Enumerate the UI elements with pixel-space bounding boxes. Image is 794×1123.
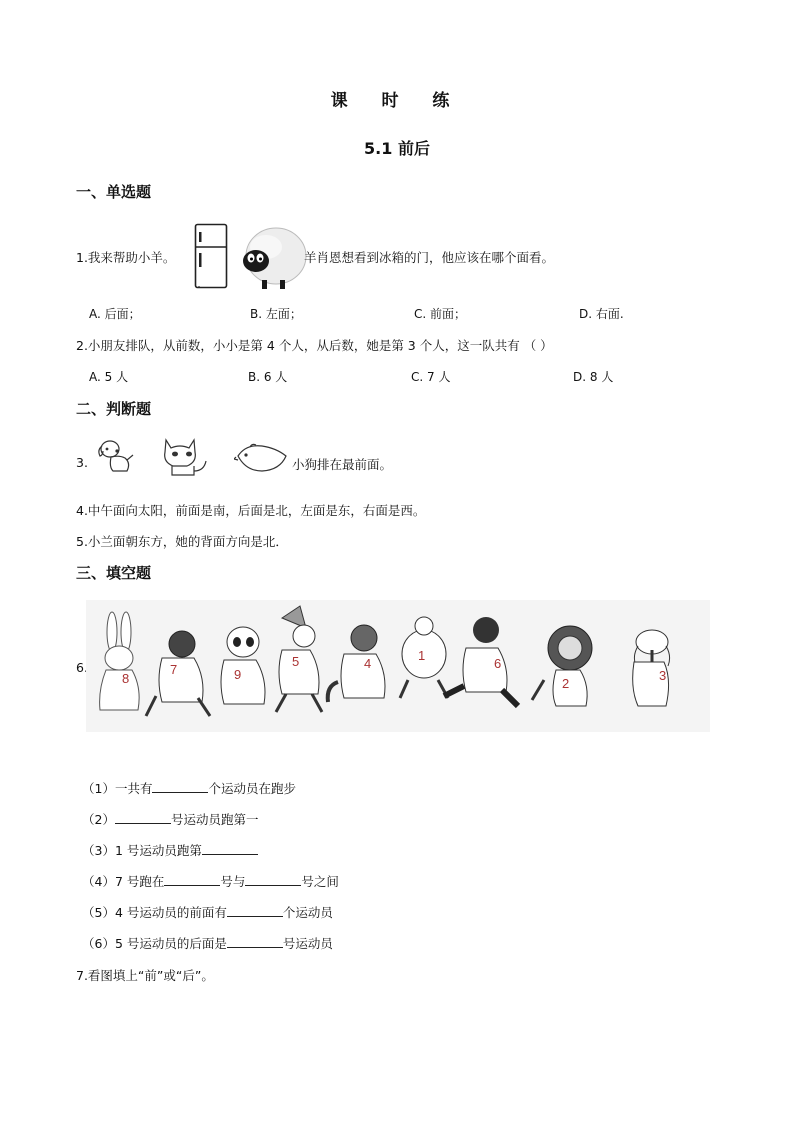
question-3-number: 3. xyxy=(76,455,88,470)
q6-sub-5-text-a: （5）4 号运动员的前面有 xyxy=(82,905,227,920)
q6-sub-6 xyxy=(82,934,333,952)
runner-label-9: 9 xyxy=(234,667,242,682)
section-heading-true-false: 二、判断题 xyxy=(76,400,152,418)
q6-sub-6-text-a: （6）5 号运动员的后面是 xyxy=(82,936,227,951)
page-title: 课 时 练 xyxy=(330,91,464,111)
question-4-text: 4.中午面向太阳，前面是南，后面是北，左面是东，右面是西。 xyxy=(76,503,426,518)
q6-sub-4 xyxy=(82,872,339,890)
q6-sub-2-text-b: 号运动员跑第一 xyxy=(170,812,259,827)
q2-option-c[interactable]: C. 7 人 xyxy=(411,370,451,384)
chick-drawing xyxy=(234,443,290,475)
q1-option-b[interactable]: B. 左面； xyxy=(250,307,302,321)
runner-label-2: 2 xyxy=(562,676,570,691)
runner-6 xyxy=(444,617,518,706)
runners-image xyxy=(86,600,710,732)
runner-label-1: 1 xyxy=(418,648,426,663)
question-3-text: 小狗排在最前面。 xyxy=(292,457,393,472)
runner-5 xyxy=(276,606,322,712)
q6-sub-3-text-a: （3）1 号运动员跑第 xyxy=(82,843,202,858)
runner-label-5: 5 xyxy=(292,654,300,669)
q6-sub-1-text-a: （1）一共有 xyxy=(82,781,153,796)
runner-1 xyxy=(400,617,448,698)
q6-sub-6-blank[interactable] xyxy=(227,935,283,948)
question-6-number: 6. xyxy=(76,660,88,675)
runner-2 xyxy=(532,626,592,706)
q6-sub-4-text-c: 号之间 xyxy=(301,874,339,889)
q2-option-a[interactable]: A. 5 人 xyxy=(89,370,129,384)
runner-label-6: 6 xyxy=(494,656,502,671)
cat-drawing xyxy=(160,436,212,478)
question-1-prefix: 1.我来帮助小羊。 xyxy=(76,250,176,265)
runner-4 xyxy=(328,625,385,702)
q6-sub-4-blank-1[interactable] xyxy=(164,873,220,886)
question-1-text: 羊肖恩想看到冰箱的门，他应该在哪个面看。 xyxy=(304,250,555,265)
q6-sub-1-text-b: 个运动员在跑步 xyxy=(208,781,296,796)
q6-sub-4-text-b: 号与 xyxy=(220,874,246,889)
runner-7 xyxy=(146,631,210,716)
runner-label-3: 3 xyxy=(659,668,667,683)
fridge-image xyxy=(194,223,228,289)
runner-label-8: 8 xyxy=(122,671,130,686)
q6-sub-2-text-a: （2） xyxy=(82,812,115,827)
question-7-text: 7.看图填上“前”或“后”。 xyxy=(76,968,214,983)
runner-label-4: 4 xyxy=(364,656,372,671)
q6-sub-3 xyxy=(82,841,258,859)
q6-sub-2 xyxy=(82,810,258,828)
q2-option-b[interactable]: B. 6 人 xyxy=(248,370,288,384)
q6-sub-1 xyxy=(82,779,296,797)
page-subtitle: 5.1 前后 xyxy=(364,139,430,158)
q1-option-a[interactable]: A. 后面； xyxy=(89,307,141,321)
question-2-text: 2.小朋友排队，从前数，小小是第 4 个人，从后数，她是第 3 个人，这一队共有 （ ） xyxy=(76,338,553,353)
q6-sub-4-text-a: （4）7 号跑在 xyxy=(82,874,165,889)
runner-8 xyxy=(100,612,140,710)
question-5-text: 5.小兰面朝东方，她的背面方向是北． xyxy=(76,534,288,549)
q6-sub-5 xyxy=(82,903,333,921)
section-heading-fill-blank: 三、填空题 xyxy=(76,564,152,582)
runner-9 xyxy=(221,627,265,704)
q6-sub-4-blank-2[interactable] xyxy=(245,873,301,886)
runner-label-7: 7 xyxy=(170,662,178,677)
section-heading-single-choice: 一、单选题 xyxy=(76,183,152,201)
q6-sub-5-blank[interactable] xyxy=(227,904,283,917)
q6-sub-5-text-b: 个运动员 xyxy=(282,905,333,920)
q2-option-d[interactable]: D. 8 人 xyxy=(573,370,614,384)
q1-option-d[interactable]: D. 右面. xyxy=(579,307,624,321)
q6-sub-1-blank[interactable] xyxy=(152,780,208,793)
q6-sub-6-text-b: 号运动员 xyxy=(282,936,333,951)
q1-option-c[interactable]: C. 前面； xyxy=(414,307,467,321)
q6-sub-2-blank[interactable] xyxy=(115,811,171,824)
q6-sub-3-blank[interactable] xyxy=(202,842,258,855)
runner-3 xyxy=(633,630,670,706)
dog-drawing xyxy=(94,438,136,476)
sheep-image xyxy=(236,223,308,293)
